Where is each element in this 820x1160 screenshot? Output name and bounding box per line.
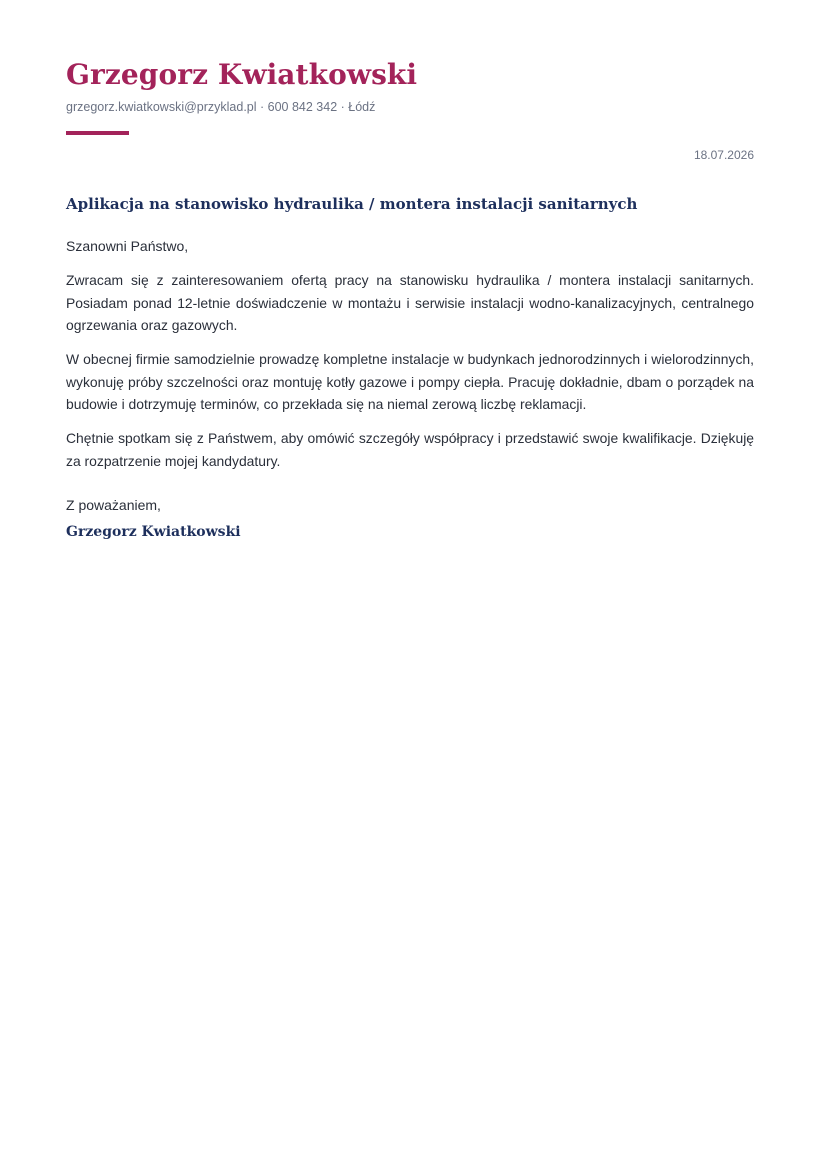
letter-closing: Z poważaniem, [66, 497, 161, 513]
letter-paragraph: W obecnej firmie samodzielnie prowadzę kompletne instalacje w budynkach jednorodzinnych i wielorodzinnych, wykonuję próby szczelności oraz montuję kotły gazowe i pompy ciepła. Pracuję dokładnie, dbam o porządek na budowie i dotrzymuję terminów, co przekłada się na niemal zerową liczbę reklamacji. [66, 351, 754, 413]
letter-paragraph: Zwracam się z zainteresowaniem ofertą pracy na stanowisku hydraulika / montera instalacji sanitarnych. Posiadam ponad 12-letnie doświadczenie w montażu i serwisie instalacji wodno-kanalizacyjnych, centralnego ogrzewania oraz gazowych. [66, 272, 754, 334]
letter-greeting: Szanowni Państwo, [66, 238, 189, 254]
letter-subject: Aplikacja na stanowisko hydraulika / montera instalacji sanitarnych [66, 195, 638, 213]
letter-signature: Grzegorz Kwiatkowski [66, 524, 241, 540]
accent-divider [66, 131, 129, 135]
letter-paragraph: Chętnie spotkam się z Państwem, aby omówić szczegóły współpracy i przedstawić swoje kwalifikacje. Dziękuję za rozpatrzenie mojej kandydatury. [66, 430, 754, 469]
sender-name: Grzegorz Kwiatkowski [66, 58, 418, 91]
sender-contact: grzegorz.kwiatkowski@przyklad.pl · 600 842 342 · Łódź [66, 100, 376, 114]
letter-date: 18.07.2026 [693, 148, 754, 162]
